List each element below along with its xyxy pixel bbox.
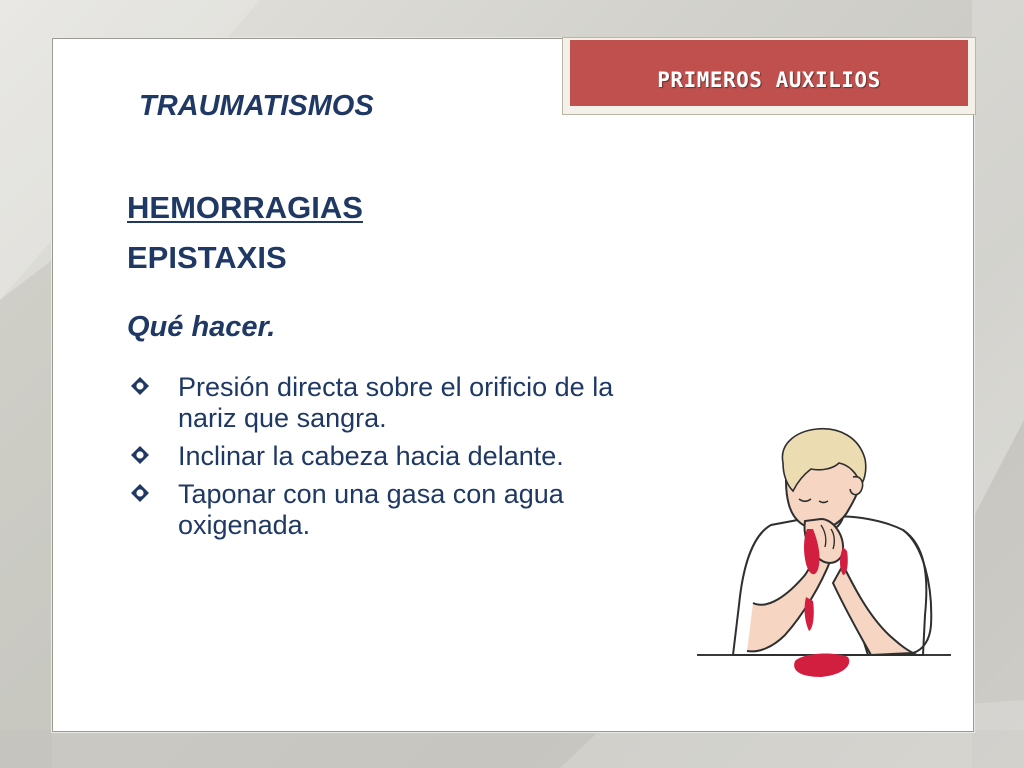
list-item-text: Inclinar la cabeza hacia delante. [178,441,564,471]
person-nosebleed-illustration [693,425,955,683]
list-item [127,479,657,541]
section-title: TRAUMATISMOS [139,90,374,122]
heading-hemorragias: HEMORRAGIAS [127,190,363,225]
list-item-text: Taponar con una gasa con agua oxigenada. [178,479,564,540]
hollow-diamond-bullet-icon [130,483,150,503]
subheading-epistaxis: EPISTAXIS [127,240,287,275]
list-item [127,372,657,434]
instructions-list [127,372,657,548]
list-item-text: Presión directa sobre el orificio de la nariz que sangra. [178,372,614,433]
hollow-diamond-bullet-icon [130,376,150,396]
hollow-diamond-bullet-icon [130,445,150,465]
banner-label: PRIMEROS AUXILIOS [657,68,881,92]
banner-frame [562,37,976,115]
title-banner [570,40,968,106]
blood-table [794,654,849,677]
what-to-do-heading: Qué hacer. [127,311,276,343]
list-item [127,441,657,472]
